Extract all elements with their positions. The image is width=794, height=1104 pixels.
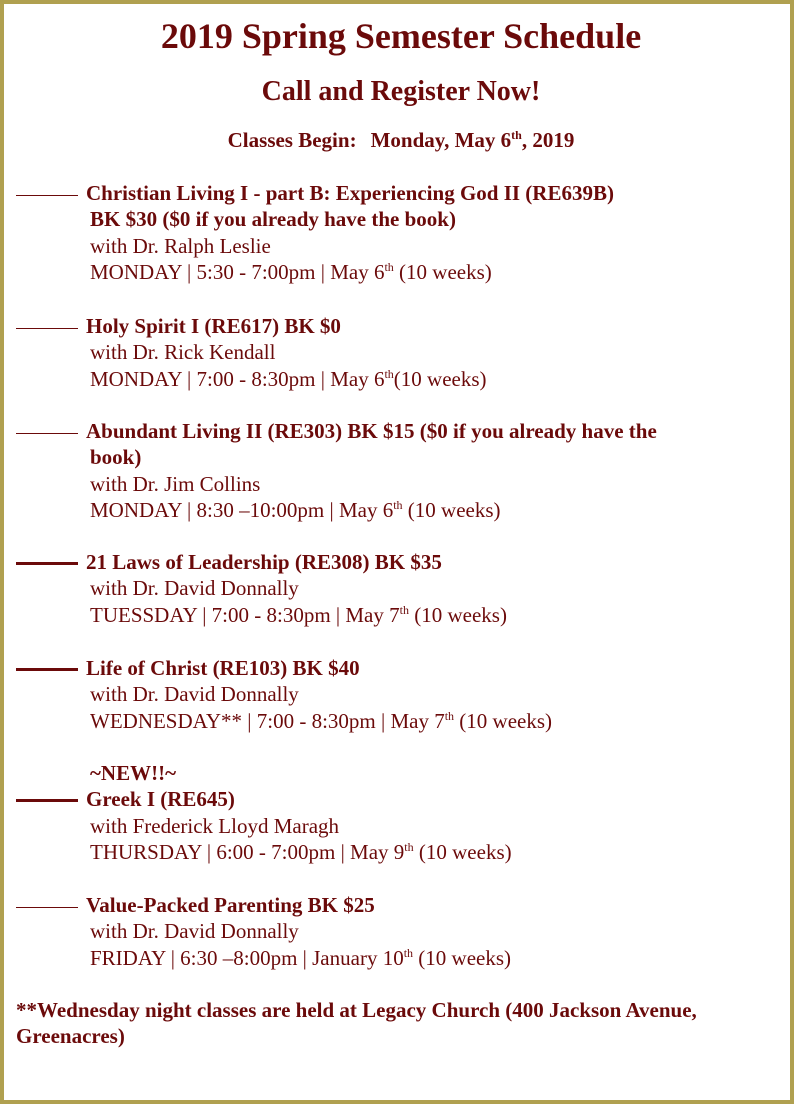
course-duration: (10 weeks) xyxy=(408,602,507,627)
course-time xyxy=(16,945,776,971)
course-duration: (10 weeks) xyxy=(393,366,487,391)
course-time-sup: th xyxy=(444,708,455,723)
course-title: Holy Spirit I (RE617) BK $0 xyxy=(86,314,341,338)
course-entry xyxy=(16,655,776,734)
course-instructor: with Frederick Lloyd Maragh xyxy=(90,813,340,838)
course-time xyxy=(16,366,776,392)
course-time-sup: th xyxy=(393,497,403,512)
signup-blank xyxy=(16,561,78,565)
course-time-text: MONDAY | 7:00 - 8:30pm | May 6 xyxy=(90,366,385,391)
course-instructor: with Dr. David Donnally xyxy=(90,919,299,944)
course-time-text: MONDAY | 5:30 - 7:00pm | May 6 xyxy=(90,259,385,284)
classes-begin xyxy=(4,125,794,155)
course-instructor: with Dr. Jim Collins xyxy=(90,471,261,496)
new-label: ~NEW!!~ xyxy=(90,761,176,785)
course-title: Value-Packed Parenting BK $25 xyxy=(86,893,375,917)
course-time-text: WEDNESDAY** | 7:00 - 8:30pm | May 7 xyxy=(90,708,445,733)
course-time-sup: th xyxy=(384,366,394,381)
course-duration: (10 weeks) xyxy=(413,945,511,970)
course-entry xyxy=(16,549,776,628)
course-entry xyxy=(16,760,776,865)
course-entry xyxy=(16,180,776,285)
course-duration: (10 weeks) xyxy=(393,259,492,284)
course-entry xyxy=(16,418,776,523)
course-instructor: with Dr. Ralph Leslie xyxy=(90,233,271,258)
course-time-text: MONDAY | 8:30 –10:00pm | May 6 xyxy=(90,497,394,522)
course-time-sup: th xyxy=(384,259,394,274)
footnote: **Wednesday night classes are held at Legacy Church (400 Jackson Avenue, Greenacres) xyxy=(16,998,697,1049)
classes-begin-day: Monday, May 6 xyxy=(370,128,512,152)
course-time xyxy=(16,602,776,628)
page-subtitle: Call and Register Now! xyxy=(261,76,541,107)
classes-begin-sup: th xyxy=(511,128,522,142)
signup-blank xyxy=(16,798,78,802)
course-duration: (10 weeks) xyxy=(454,708,553,733)
course-time xyxy=(16,839,776,865)
course-book: BK $30 ($0 if you already have the book) xyxy=(90,207,456,232)
course-time xyxy=(16,497,776,523)
course-time-sup: th xyxy=(403,945,414,960)
course-time-text: FRIDAY | 6:30 –8:00pm | January 10 xyxy=(90,945,404,970)
course-duration: (10 weeks) xyxy=(413,839,512,864)
course-instructor: with Dr. Rick Kendall xyxy=(90,340,276,365)
course-time-text: THURSDAY | 6:00 - 7:00pm | May 9 xyxy=(90,839,405,864)
course-title: Greek I (RE645) xyxy=(86,787,235,812)
course-time xyxy=(16,259,776,285)
course-title: Abundant Living II (RE303) BK $15 ($0 if you already have the xyxy=(86,419,657,443)
signup-blank xyxy=(16,432,78,434)
classes-begin-label: Classes Begin: xyxy=(227,128,357,152)
course-time xyxy=(16,708,776,734)
signup-blank xyxy=(16,667,78,671)
signup-blank xyxy=(16,906,78,908)
signup-blank xyxy=(16,327,78,329)
course-duration: (10 weeks) xyxy=(402,497,501,522)
course-title: 21 Laws of Leadership (RE308) BK $35 xyxy=(86,550,442,574)
course-title: Life of Christ (RE103) BK $40 xyxy=(86,656,360,680)
page-title: 2019 Spring Semester Schedule xyxy=(160,16,642,56)
classes-begin-year: , 2019 xyxy=(521,128,575,152)
course-title: Christian Living I - part B: Experiencing God II (RE639B) xyxy=(86,181,614,205)
course-instructor: with Dr. David Donnally xyxy=(90,682,299,707)
course-time-text: TUESSDAY | 7:00 - 8:30pm | May 7 xyxy=(90,602,400,627)
course-instructor: with Dr. David Donnally xyxy=(90,576,299,601)
signup-blank xyxy=(16,194,78,196)
course-entry xyxy=(16,313,776,392)
course-entry xyxy=(16,892,776,971)
course-time-sup: th xyxy=(404,839,414,854)
course-title-cont: book) xyxy=(90,445,142,470)
course-time-sup: th xyxy=(399,602,409,617)
